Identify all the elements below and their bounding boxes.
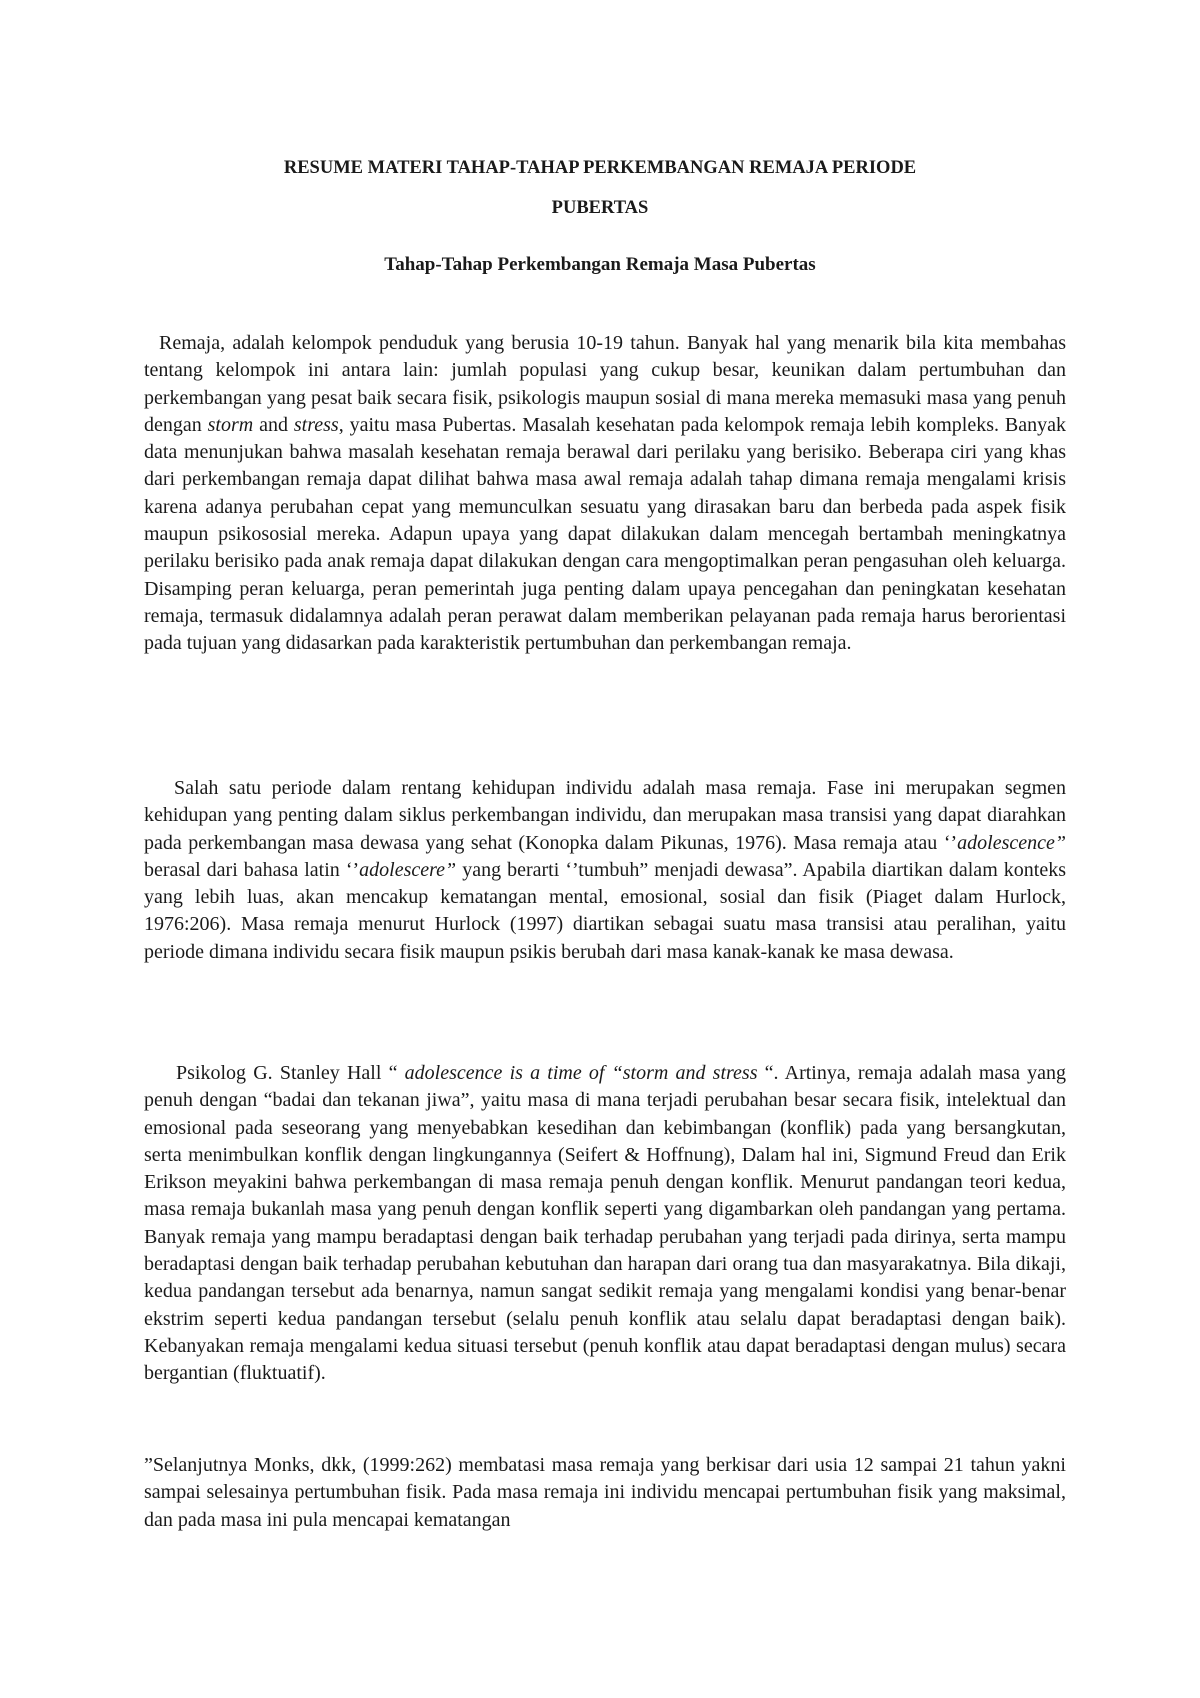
paragraph-3	[144, 1060, 1066, 1388]
paragraph-2-italic-adolescere: adolescere”	[359, 858, 457, 881]
title-line-1: RESUME MATERI TAHAP-TAHAP PERKEMBANGAN REMAJA PERIODE	[283, 158, 917, 178]
paragraph-3-italic-quote: adolescence is a time of “storm and stress	[404, 1062, 758, 1084]
title-line-2: PUBERTAS	[551, 198, 649, 218]
paragraph-1-italic-storm: storm	[207, 413, 254, 436]
paragraph-1	[144, 330, 1066, 658]
paragraph-3-text-b: “. Artinya, remaja adalah masa yang penuh dengan “badai dan tekanan jiwa”, yaitu masa di mana terjadi perubahan besar secara fisik, intelektual dan emosional pada seseorang yang menyebabkan kesedihan dan kebimbangan (konflik) pada yang bersangkutan, serta menimbulkan konflik dengan lingkungannya (Seifert & Hoffnung), Dalam hal ini, Sigmund Freud dan Erik Erikson meyakini bahwa perkembangan di masa remaja penuh dengan konflik. Menurut pandangan teori kedua, masa remaja bukanlah masa yang penuh dengan konflik seperti yang digambarkan oleh pandangan yang pertama. Banyak remaja yang mampu beradaptasi dengan baik terhadap perubahan yang terjadi pada dirinya, serta mampu beradaptasi dengan baik terhadap perubahan kebutuhan dan harapan dari orang tua dan masyarakatnya. Bila dikaji, kedua pandangan tersebut ada benarnya, namun sangat sedikit remaja yang mengalami kondisi yang benar-benar ekstrim seperti kedua pandangan tersebut (selalu penuh konflik atau selalu dapat beradaptasi dengan baik). Kebanyakan remaja mengalami kedua situasi tersebut (penuh konflik atau dapat beradaptasi dengan mulus) secara bergantian (fluktuatif).	[144, 1062, 1067, 1385]
paragraph-2-text-c: yang berarti ‘’tumbuh” menjadi dewasa”. Apabila diartikan dalam konteks yang lebih luas, akan mencakup kematangan mental, emosional, sosial dan fisik (Piaget dalam Hurlock, 1976:206). Masa remaja menurut Hurlock (1997) diartikan sebagai suatu masa transisi atau peralihan, yaitu periode dimana individu secara fisik maupun psikis berubah dari masa kanak-kanak ke masa dewasa.	[144, 858, 1066, 963]
paragraph-1-italic-stress: stress	[293, 413, 339, 436]
paragraph-2-text-a: Salah satu periode dalam rentang kehidupan individu adalah masa remaja. Fase ini merupakan segmen kehidupan yang penting dalam siklus perkembangan individu, dan merupakan masa transisi yang dapat diarahkan pada perkembangan masa dewasa yang sehat (Konopka dalam Pikunas, 1976). Masa remaja atau ‘’	[144, 777, 1066, 854]
paragraph-1-text-c: , yaitu masa Pubertas. Masalah kesehatan pada kelompok remaja lebih kompleks. Banyak data menunjukan bahwa masalah kesehatan remaja berawal dari perilaku yang berisiko. Beberapa ciri yang khas dari perkembangan remaja dapat dilihat bahwa masa awal remaja adalah tahap dimana remaja mengalami krisis karena adanya perubahan cepat yang memunculkan sesuatu yang dirasakan baru dan berbeda pada aspek fisik maupun psikososial mereka. Adapun upaya yang dapat dilakukan dalam mencegah bertambah meningkatnya perilaku berisiko pada anak remaja dapat dilakukan dengan cara mengoptimalkan peran pengasuhan oleh keluarga. Disamping peran keluarga, peran pemerintah juga penting dalam upaya pencegahan dan peningkatan kesehatan remaja, termasuk didalamnya adalah peran perawat dalam memberikan pelayanan pada remaja harus berorientasi pada tujuan yang didasarkan pada karakteristik pertumbuhan dan perkembangan remaja.	[144, 413, 1066, 655]
paragraph-2-italic-adolescence: adolescence”	[957, 831, 1066, 854]
paragraph-3-text-a: Psikolog G. Stanley Hall “	[176, 1062, 405, 1084]
paragraph-1-text-b: and	[253, 413, 294, 436]
document-subtitle: Tahap-Tahap Perkembangan Remaja Masa Pubertas	[384, 254, 816, 275]
paragraph-2	[144, 775, 1066, 966]
document-title	[140, 148, 1060, 228]
paragraph-4: ”Selanjutnya Monks, dkk, (1999:262) membatasi masa remaja yang berkisar dari usia 12 sampai 21 tahun yakni sampai selesainya pertumbuhan fisik. Pada masa remaja ini individu mencapai pertumbuhan fisik yang maksimal, dan pada masa ini pula mencapai kematangan	[144, 1454, 1066, 1531]
paragraph-1-text-a: Remaja, adalah kelompok penduduk yang berusia 10-19 tahun. Banyak hal yang menarik bila kita membahas tentang kelompok ini antara lain: jumlah populasi yang cukup besar, keunikan dalam pertumbuhan dan perkembangan yang pesat baik secara fisik, psikologis maupun sosial di mana mereka memasuki masa yang penuh dengan	[144, 332, 1066, 436]
paragraph-2-text-b: berasal dari bahasa latin ‘’	[144, 858, 360, 881]
